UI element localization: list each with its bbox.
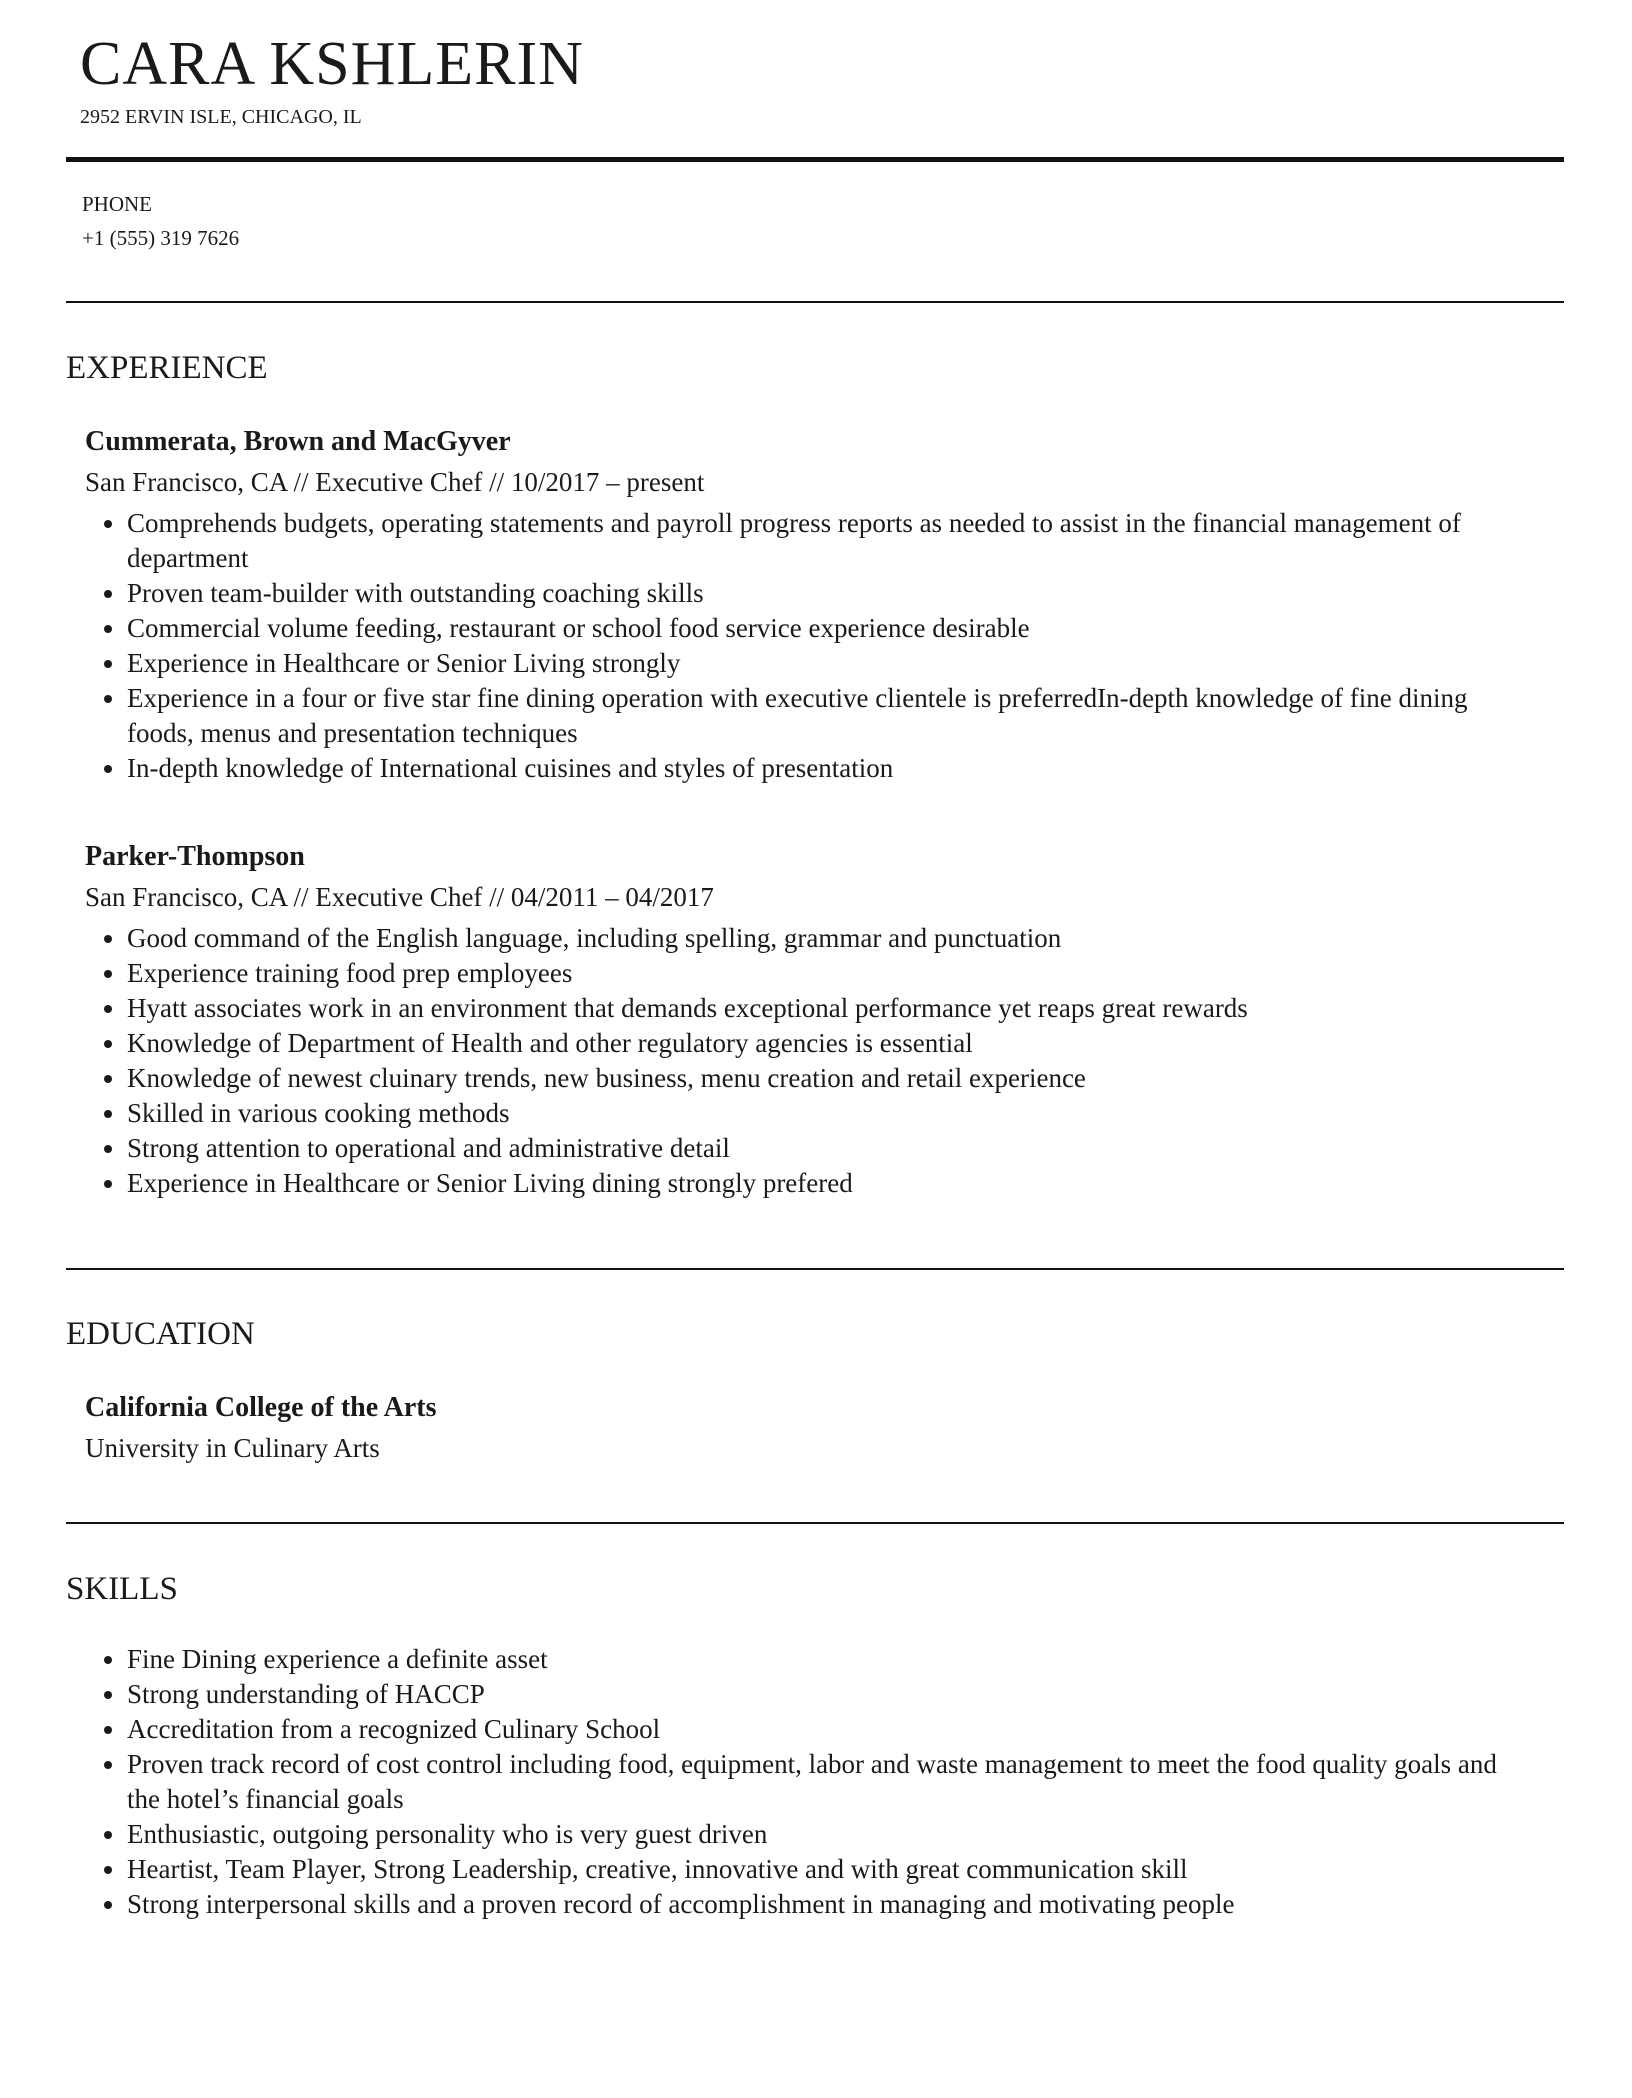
header-divider bbox=[66, 157, 1564, 162]
list-item: • Proven team-builder with outstanding coaching skills bbox=[127, 576, 1525, 611]
job-meta: San Francisco, CA // Executive Chef // 10/2017 – present bbox=[85, 467, 705, 497]
job-bullets bbox=[85, 506, 1525, 786]
list-item: • Accreditation from a recognized Culinary School bbox=[127, 1712, 1525, 1747]
list-item: • Enthusiastic, outgoing personality who is very guest driven bbox=[127, 1817, 1525, 1852]
list-item: • Experience in Healthcare or Senior Living dining strongly prefered bbox=[127, 1166, 1525, 1201]
list-item: • Knowledge of Department of Health and other regulatory agencies is essential bbox=[127, 1026, 1525, 1061]
list-item: • Knowledge of newest cluinary trends, new business, menu creation and retail experience bbox=[127, 1061, 1525, 1096]
education-entry bbox=[85, 1390, 1525, 1472]
candidate-name: CARA KSHLERIN bbox=[80, 30, 584, 98]
phone-value: +1 (555) 319 7626 bbox=[82, 226, 240, 250]
list-item: • Experience in Healthcare or Senior Living strongly bbox=[127, 646, 1525, 681]
skills-entry bbox=[85, 1642, 1525, 1922]
list-item: • Proven track record of cost control including food, equipment, labor and waste management to meet the food quality goals and the hotel’s financial goals bbox=[127, 1747, 1525, 1817]
candidate-address: 2952 ERVIN ISLE, CHICAGO, IL bbox=[80, 106, 362, 128]
list-item: • Good command of the English language, including spelling, grammar and punctuation bbox=[127, 921, 1525, 956]
job-meta: San Francisco, CA // Executive Chef // 04/2011 – 04/2017 bbox=[85, 882, 714, 912]
education-degree: University in Culinary Arts bbox=[85, 1433, 380, 1463]
list-item: • Strong interpersonal skills and a proven record of accomplishment in managing and motivating people bbox=[127, 1887, 1525, 1922]
list-item: • Hyatt associates work in an environment that demands exceptional performance yet reaps great rewards bbox=[127, 991, 1525, 1026]
phone-label: PHONE bbox=[82, 192, 153, 216]
list-item: • Comprehends budgets, operating statements and payroll progress reports as needed to assist in the financial management of department bbox=[127, 506, 1525, 576]
skills-list bbox=[85, 1642, 1525, 1922]
experience-heading: EXPERIENCE bbox=[66, 350, 268, 386]
list-item: • Strong attention to operational and administrative detail bbox=[127, 1131, 1525, 1166]
list-item: • Fine Dining experience a definite asset bbox=[127, 1642, 1525, 1677]
list-item: • In-depth knowledge of International cuisines and styles of presentation bbox=[127, 751, 1525, 786]
experience-divider bbox=[66, 1268, 1564, 1270]
job-company: Cummerata, Brown and MacGyver bbox=[85, 426, 511, 457]
job-bullets bbox=[85, 921, 1525, 1201]
list-item: • Experience in a four or five star fine dining operation with executive clientele is preferredIn-depth knowledge of fine dining foods, menus and presentation techniques bbox=[127, 681, 1525, 751]
list-item: • Commercial volume feeding, restaurant or school food service experience desirable bbox=[127, 611, 1525, 646]
list-item: • Strong understanding of HACCP bbox=[127, 1677, 1525, 1712]
education-heading: EDUCATION bbox=[66, 1316, 255, 1352]
contact-divider bbox=[66, 301, 1564, 303]
list-item: • Experience training food prep employees bbox=[127, 956, 1525, 991]
job-entry bbox=[85, 424, 1525, 786]
job-company: Parker-Thompson bbox=[85, 841, 305, 872]
list-item: • Skilled in various cooking methods bbox=[127, 1096, 1525, 1131]
skills-heading: SKILLS bbox=[66, 1571, 178, 1607]
education-school: California College of the Arts bbox=[85, 1392, 437, 1423]
job-entry bbox=[85, 839, 1525, 1201]
education-divider bbox=[66, 1522, 1564, 1524]
list-item: • Heartist, Team Player, Strong Leadership, creative, innovative and with great communication skill bbox=[127, 1852, 1525, 1887]
